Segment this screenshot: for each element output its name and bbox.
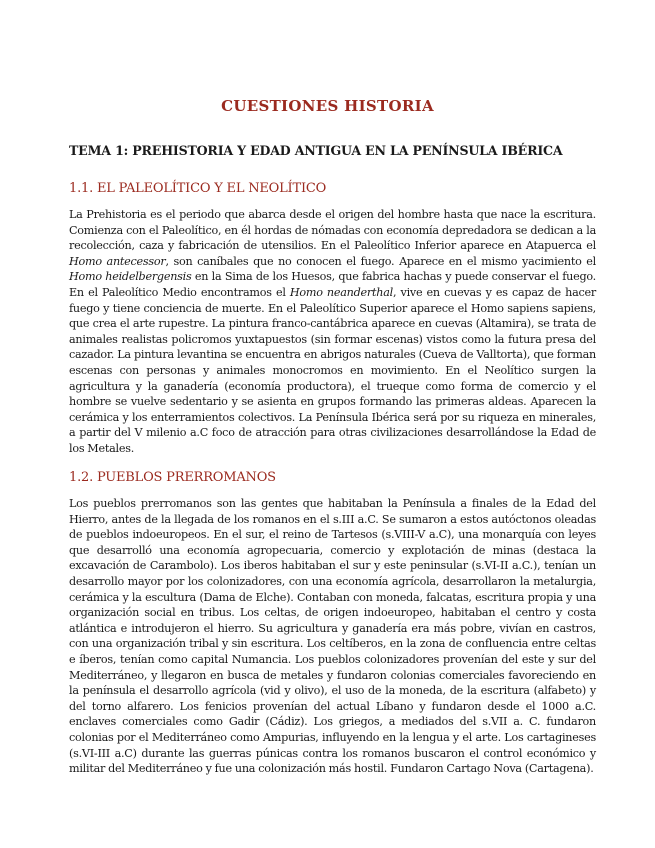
paragraph-paleolitico: [69, 207, 596, 457]
section-heading-prerromanos: 1.2. PUEBLOS PRERROMANOS: [69, 470, 276, 485]
species-name: Homo heidelbergensis: [69, 270, 192, 284]
paragraph-text: , son caníbales que no conocen el fuego. Aparece en el mismo yacimiento el: [165, 254, 596, 268]
topic-heading: TEMA 1: PREHISTORIA Y EDAD ANTIGUA EN LA PENÍNSULA IBÉRICA: [69, 143, 563, 158]
paragraph-text: La Prehistoria es el periodo que abarca desde el origen del hombre hasta que nace la escritura. Comienza con el Paleolítico, en él hordas de nómadas con economía depredadora se dedican a la recolección, caza y fabricación de utensilios. En el Paleolítico Inferior aparece en Atapuerca el: [69, 208, 596, 253]
section-heading-paleolitico: 1.1. EL PALEOLÍTICO Y EL NEOLÍTICO: [69, 181, 327, 196]
document-title: CUESTIONES HISTORIA: [221, 97, 434, 115]
paragraph-text: , vive en cuevas y es capaz de hacer fuego y tiene conciencia de muerte. En el Paleolítico Superior aparece el Homo sapiens sapiens, que crea el arte rupestre. La pintura franco-cantábrica aparece en cuevas (Altamira), se trata de animales realistas policromos yuxtapuestos (sin formar escenas) vistos como la futura presa del cazador. La pintura levantina se encuentra en abrigos naturales (Cueva de Valltorta), que forman escenas con personas y animales monocromos en movimiento. En el Neolítico surgen la agricultura y la ganadería (economía productora), el trueque como forma de comercio y el hombre se vuelve sedentario y se asienta en grupos formando las primeras aldeas. Aparecen la cerámica y los enterramientos colectivos. La Península Ibérica será por su riqueza en minerales, a partir del V milenio a.C foco de atracción para otras civilizaciones desarrollándose la Edad de los Metales.: [69, 285, 596, 455]
paragraph-prerromanos: Los pueblos prerromanos son las gentes que habitaban la Península a finales de la Edad del Hierro, antes de la llegada de los romanos en el s.III a.C. Se sumaron a estos autóctonos oleadas de pueblos indoeuropeos. En el sur, el reino de Tartesos (s.VIII-V a.C), una monarquía con leyes que desarrolló una economía agropecuaria, comercio y explotación de minas (destaca la excavación de Carambolo). Los iberos habitaban el sur y este peninsular (s.VI-II a.C.), tenían un desarrollo mayor por los colonizadores, con una economía agrícola, desarrollaron la metalurgia, cerámica y la escultura (Dama de Elche). Contaban con moneda, falcatas, escritura propia y una organización social en tribus. Los celtas, de origen indoeuropeo, habitaban el centro y costa atlántica e introdujeron el hierro. Su agricultura y ganadería era más pobre, vivían en castros, con una organización tribal y sin escritura. Los celtíberos, en la zona de confluencia entre celtas e íberos, tenían como capital Numancia. Los pueblos colonizadores provenían del este y sur del Mediterráneo, y llegaron en busca de metales y fundaron colonias comerciales favoreciendo en la península el desarrollo agrícola (vid y olivo), el uso de la moneda, de la escritura (alfabeto) y del torno alfarero. Los fenicios provenían del actual Líbano y fundaron desde el 1000 a.C. enclaves comerciales como Gadir (Cádiz). Los griegos, a mediados del s.VII a. C. fundaron colonias por el Mediterráneo como Ampurias, influyendo en la lengua y el arte. Los cartagineses (s.VI-III a.C) durante las guerras púnicas contra los romanos buscaron el control económico y militar del Mediterráneo y fue una colonización más hostil. Fundaron Cartago Nova (Cartagena).: [69, 497, 596, 776]
paragraph-text: en la Sima de los Huesos, que fabrica hachas y puede conservar el fuego. En el Paleolítico Medio encontramos el: [69, 270, 596, 299]
species-name: Homo neanderthal: [289, 285, 393, 299]
species-name: Homo antecessor: [69, 254, 166, 268]
